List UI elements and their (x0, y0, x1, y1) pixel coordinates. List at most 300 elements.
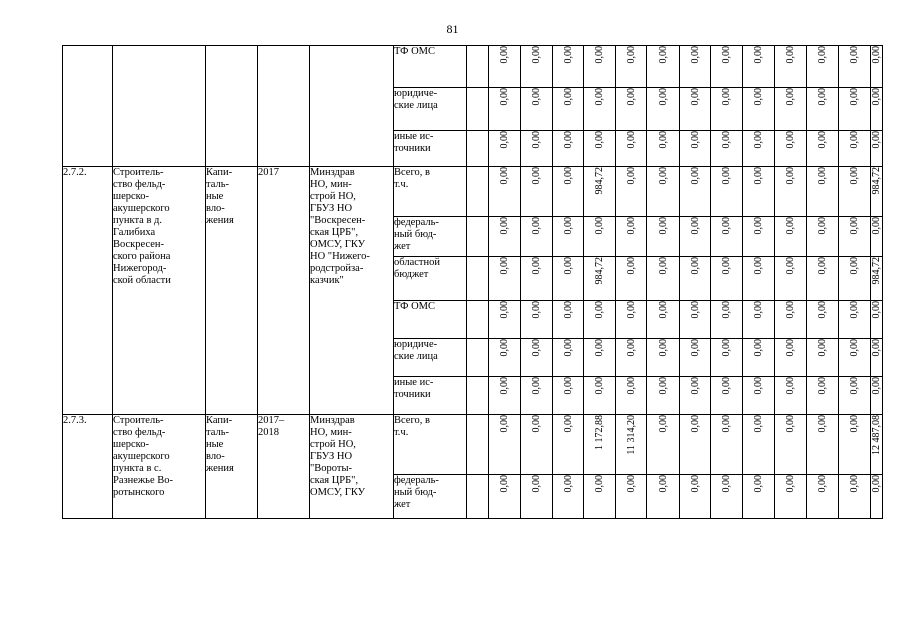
blank-cell (467, 46, 489, 88)
amount-cell (871, 46, 883, 88)
amount-value: 0,00 (531, 88, 542, 106)
amount-cell (489, 88, 521, 131)
amount-cell (807, 217, 839, 257)
amount-cell (680, 301, 711, 339)
amount-cell (711, 167, 743, 217)
item-period-cell (258, 415, 310, 519)
amount-cell (680, 475, 711, 519)
amount-cell (553, 301, 584, 339)
amount-value: 0,00 (562, 475, 574, 493)
blank-cell (467, 301, 489, 339)
text-line: шерско- (113, 191, 149, 202)
amount-value: 12 487,08 (871, 415, 882, 455)
item-name-cell (113, 167, 206, 415)
funding-source-label: жет (394, 241, 411, 252)
funding-source-label: иные ис- (394, 131, 434, 142)
amount-cell (489, 167, 521, 217)
amount-cell (775, 475, 807, 519)
funding-source-cell (394, 257, 467, 301)
amount-value: 0,00 (562, 415, 574, 433)
amount-cell (807, 257, 839, 301)
funding-source-label: ный бюд- (394, 229, 437, 240)
amount-value: 0,00 (785, 415, 796, 433)
amount-cell (711, 88, 743, 131)
funding-source-cell (394, 377, 467, 415)
amount-value: 0,00 (785, 339, 796, 357)
amount-value: 0,00 (499, 339, 510, 357)
amount-value: 0,00 (753, 167, 764, 185)
amount-value: 0,00 (817, 217, 828, 235)
funding-source-cell (394, 46, 467, 88)
amount-value: 0,00 (849, 46, 860, 64)
text-line: жения (206, 463, 234, 474)
amount-value: 0,00 (562, 88, 574, 106)
amount-value: 0,00 (849, 131, 860, 149)
text-line: ство фельд- (113, 427, 166, 438)
amount-value: 0,00 (625, 377, 637, 395)
text-line: НО, мин- (310, 427, 352, 438)
amount-cell (680, 257, 711, 301)
amount-value: 0,00 (785, 475, 796, 493)
amount-cell (680, 131, 711, 167)
amount-value: 0,00 (753, 257, 764, 275)
amount-cell (807, 377, 839, 415)
amount-cell (839, 301, 871, 339)
amount-value: 0,00 (657, 301, 669, 319)
amount-cell (871, 167, 883, 217)
amount-cell (871, 131, 883, 167)
amount-cell (680, 339, 711, 377)
amount-cell (775, 88, 807, 131)
amount-value: 0,00 (499, 301, 510, 319)
page-number: 81 (446, 22, 459, 36)
item-type (206, 167, 257, 227)
amount-value: 0,00 (625, 257, 637, 275)
amount-cell (489, 475, 521, 519)
text-line: Капи- (206, 415, 233, 426)
text-line: строй НО, (310, 439, 356, 450)
amount-value: 0,00 (785, 131, 796, 149)
amount-value: 0,00 (689, 339, 701, 357)
text-line: ской области (113, 275, 171, 286)
text-line: "Вороты- (310, 463, 353, 474)
amount-cell (616, 257, 647, 301)
funding-source-cell (394, 131, 467, 167)
amount-cell (775, 217, 807, 257)
amount-cell (839, 131, 871, 167)
amount-cell (489, 46, 521, 88)
amount-value: 0,00 (849, 415, 860, 433)
text-line: ОМСУ, ГКУ (310, 239, 366, 250)
item-number-cell (63, 167, 113, 415)
amount-value: 0,00 (849, 167, 860, 185)
text-line: НО, мин- (310, 179, 352, 190)
text-line: акушерского (113, 203, 170, 214)
amount-value: 0,00 (817, 415, 828, 433)
amount-value: 0,00 (785, 88, 796, 106)
amount-cell (807, 339, 839, 377)
amount-cell (871, 257, 883, 301)
blank-cell (467, 88, 489, 131)
amount-value: 0,00 (721, 377, 732, 395)
text-line: ные (206, 439, 224, 450)
amount-value: 0,00 (721, 167, 732, 185)
amount-value: 0,00 (499, 377, 510, 395)
amount-value: 0,00 (785, 301, 796, 319)
amount-value: 0,00 (562, 257, 574, 275)
amount-cell (839, 475, 871, 519)
amount-value: 11 314,20 (625, 415, 637, 455)
amount-cell (521, 217, 553, 257)
amount-value: 0,00 (657, 46, 669, 64)
amount-value: 0,00 (625, 88, 637, 106)
amount-value: 0,00 (817, 88, 828, 106)
amount-value: 0,00 (531, 131, 542, 149)
amount-value: 0,00 (721, 217, 732, 235)
amount-cell (775, 301, 807, 339)
amount-cell (680, 415, 711, 475)
funding-source-label: жет (394, 499, 411, 510)
amount-cell (743, 339, 775, 377)
amount-value: 0,00 (721, 415, 732, 433)
amount-value: 0,00 (721, 301, 732, 319)
amount-value: 0,00 (625, 131, 637, 149)
text-line: ротынского (113, 487, 165, 498)
amount-cell (521, 339, 553, 377)
amount-value: 0,00 (657, 415, 669, 433)
blank-cell (467, 217, 489, 257)
amount-value: 0,00 (753, 88, 764, 106)
funding-source-cell (394, 475, 467, 519)
text-line: строй НО, (310, 191, 356, 202)
funding-source-cell (394, 217, 467, 257)
amount-value: 0,00 (849, 301, 860, 319)
amount-cell (807, 475, 839, 519)
amount-cell (521, 301, 553, 339)
amount-value: 0,00 (871, 377, 882, 395)
amount-value: 0,00 (721, 475, 732, 493)
amount-cell (871, 475, 883, 519)
amount-value: 0,00 (594, 88, 605, 106)
amount-cell (553, 475, 584, 519)
amount-cell (584, 339, 616, 377)
item-type (206, 415, 257, 475)
blank-cell (467, 415, 489, 475)
text-line: ская ЦРБ", (310, 475, 359, 486)
amount-cell (584, 167, 616, 217)
amount-cell (616, 131, 647, 167)
amount-cell (680, 167, 711, 217)
amount-cell (680, 46, 711, 88)
item-number: 2.7.2. (63, 167, 87, 178)
amount-value: 0,00 (499, 257, 510, 275)
amount-cell (871, 377, 883, 415)
amount-cell (871, 217, 883, 257)
funding-source-label: областной (394, 257, 440, 268)
amount-value: 0,00 (625, 475, 637, 493)
amount-cell (711, 415, 743, 475)
amount-cell (743, 46, 775, 88)
funding-source-label: ный бюд- (394, 487, 437, 498)
amount-value: 0,00 (689, 415, 701, 433)
blank-cell (467, 131, 489, 167)
amount-value: 0,00 (689, 377, 701, 395)
amount-value: 0,00 (817, 301, 828, 319)
amount-value: 0,00 (562, 377, 574, 395)
amount-value: 0,00 (625, 301, 637, 319)
amount-value: 0,00 (531, 339, 542, 357)
amount-cell (521, 257, 553, 301)
amount-cell (489, 131, 521, 167)
amount-value: 0,00 (753, 377, 764, 395)
amount-value: 0,00 (849, 88, 860, 106)
amount-value: 0,00 (594, 475, 605, 493)
amount-value: 0,00 (871, 339, 882, 357)
amount-value: 0,00 (849, 475, 860, 493)
amount-cell (743, 257, 775, 301)
amount-cell (743, 415, 775, 475)
amount-cell (584, 46, 616, 88)
amount-value: 984,72 (594, 257, 605, 285)
amount-value: 0,00 (625, 217, 637, 235)
amount-cell (553, 415, 584, 475)
funding-source-label: точники (394, 389, 431, 400)
amount-value: 0,00 (817, 339, 828, 357)
amount-cell (616, 217, 647, 257)
amount-cell (839, 217, 871, 257)
amount-value: 0,00 (689, 257, 701, 275)
amount-cell (553, 377, 584, 415)
amount-value: 0,00 (817, 167, 828, 185)
text-line: родстройза- (310, 263, 364, 274)
amount-cell (584, 415, 616, 475)
amount-cell (711, 46, 743, 88)
amount-cell (521, 377, 553, 415)
amount-value: 0,00 (721, 131, 732, 149)
amount-value: 0,00 (817, 377, 828, 395)
budget-table (62, 45, 883, 519)
amount-value: 0,00 (849, 257, 860, 275)
item-executors-cell (310, 167, 394, 415)
amount-cell (839, 167, 871, 217)
blank-cell (467, 167, 489, 217)
funding-source-cell (394, 339, 467, 377)
amount-cell (521, 167, 553, 217)
amount-cell (839, 88, 871, 131)
amount-cell (807, 301, 839, 339)
amount-cell (584, 88, 616, 131)
amount-cell (743, 301, 775, 339)
amount-cell (871, 339, 883, 377)
amount-cell (647, 46, 680, 88)
text-line: ского района (113, 251, 171, 262)
amount-cell (584, 377, 616, 415)
item-name (113, 415, 205, 499)
amount-value: 0,00 (871, 131, 882, 149)
amount-cell (743, 167, 775, 217)
funding-source-label: бюджет (394, 269, 429, 280)
item-executors-cell (310, 415, 394, 519)
amount-value: 0,00 (849, 217, 860, 235)
amount-value: 0,00 (499, 46, 510, 64)
funding-source-cell (394, 415, 467, 475)
amount-value: 0,00 (871, 46, 882, 64)
text-line: Галибиха (113, 227, 156, 238)
text-line: Минздрав (310, 415, 355, 426)
text-line: Воскресен- (113, 239, 165, 250)
amount-value: 0,00 (499, 131, 510, 149)
funding-source-label: Всего, в (394, 415, 430, 426)
text-line: казчик" (310, 275, 344, 286)
amount-cell (647, 167, 680, 217)
amount-value: 0,00 (753, 301, 764, 319)
amount-cell (553, 131, 584, 167)
funding-source-label: ские лица (394, 351, 438, 362)
amount-cell (584, 131, 616, 167)
amount-cell (616, 88, 647, 131)
item-period (258, 415, 309, 439)
amount-value: 0,00 (531, 377, 542, 395)
amount-value: 0,00 (531, 257, 542, 275)
amount-cell (743, 217, 775, 257)
blank-cell (467, 475, 489, 519)
amount-value: 0,00 (689, 167, 701, 185)
funding-source-label: иные ис- (394, 377, 434, 388)
text-line: Минздрав (310, 167, 355, 178)
amount-value: 0,00 (657, 131, 669, 149)
amount-cell (839, 257, 871, 301)
item-executors (310, 415, 393, 499)
blank-cell (467, 257, 489, 301)
item-period (258, 167, 309, 179)
amount-cell (553, 339, 584, 377)
amount-value: 0,00 (753, 475, 764, 493)
amount-value: 0,00 (499, 88, 510, 106)
amount-value: 0,00 (562, 131, 574, 149)
blank-cell (467, 377, 489, 415)
amount-cell (711, 131, 743, 167)
item-period-cell (258, 167, 310, 415)
amount-value: 0,00 (531, 46, 542, 64)
amount-value: 0,00 (625, 167, 637, 185)
amount-value: 0,00 (562, 46, 574, 64)
funding-source-label: юридиче- (394, 339, 438, 350)
amount-cell (743, 475, 775, 519)
amount-cell (489, 377, 521, 415)
amount-cell (743, 377, 775, 415)
amount-value: 0,00 (562, 301, 574, 319)
item-name (113, 167, 205, 287)
amount-cell (775, 257, 807, 301)
amount-value: 0,00 (753, 217, 764, 235)
amount-cell (616, 46, 647, 88)
text-line: шерско- (113, 439, 149, 450)
amount-cell (807, 46, 839, 88)
amount-value: 0,00 (657, 377, 669, 395)
amount-cell (647, 415, 680, 475)
amount-cell (584, 301, 616, 339)
amount-cell (711, 257, 743, 301)
amount-value: 0,00 (753, 131, 764, 149)
amount-cell (616, 475, 647, 519)
amount-value: 0,00 (871, 475, 882, 493)
amount-cell (871, 301, 883, 339)
amount-cell (647, 301, 680, 339)
amount-value: 0,00 (753, 46, 764, 64)
item-number-cell (63, 415, 113, 519)
amount-value: 0,00 (785, 377, 796, 395)
funding-source-label: т.ч. (394, 179, 409, 190)
amount-value: 0,00 (594, 301, 605, 319)
amount-cell (521, 46, 553, 88)
amount-cell (711, 339, 743, 377)
amount-value: 0,00 (594, 339, 605, 357)
amount-value: 0,00 (625, 339, 637, 357)
amount-cell (616, 377, 647, 415)
amount-cell (711, 217, 743, 257)
amount-value: 0,00 (849, 339, 860, 357)
amount-value: 0,00 (689, 131, 701, 149)
amount-cell (743, 131, 775, 167)
text-line: НО "Нижего- (310, 251, 370, 262)
funding-source-label: точники (394, 143, 431, 154)
funding-source-label: Всего, в (394, 167, 430, 178)
amount-cell (616, 167, 647, 217)
amount-value: 0,00 (871, 301, 882, 319)
amount-cell (680, 217, 711, 257)
text-line: "Воскресен- (310, 215, 366, 226)
amount-value: 0,00 (817, 46, 828, 64)
amount-value: 0,00 (689, 475, 701, 493)
amount-value: 0,00 (721, 257, 732, 275)
amount-cell (775, 377, 807, 415)
amount-value: 0,00 (594, 217, 605, 235)
text-line: 2017– (258, 415, 285, 426)
text-line: пункта в с. (113, 463, 162, 474)
item-type-cell (206, 46, 258, 167)
amount-value: 0,00 (531, 415, 542, 433)
funding-source-label: ТФ ОМС (394, 46, 436, 57)
item-type-cell (206, 415, 258, 519)
text-line: Строитель- (113, 167, 164, 178)
text-line: Строитель- (113, 415, 164, 426)
amount-value: 0,00 (871, 217, 882, 235)
amount-cell (647, 217, 680, 257)
amount-value: 0,00 (817, 257, 828, 275)
amount-cell (839, 415, 871, 475)
amount-cell (647, 475, 680, 519)
amount-value: 0,00 (499, 167, 510, 185)
amount-value: 0,00 (531, 301, 542, 319)
text-line: вло- (206, 451, 225, 462)
amount-value: 0,00 (657, 257, 669, 275)
amount-cell (489, 339, 521, 377)
amount-value: 0,00 (721, 88, 732, 106)
text-line: ГБУЗ НО (310, 451, 353, 462)
amount-cell (775, 415, 807, 475)
amount-cell (839, 377, 871, 415)
amount-value: 0,00 (689, 46, 701, 64)
amount-cell (775, 339, 807, 377)
amount-cell (584, 475, 616, 519)
amount-value: 0,00 (689, 88, 701, 106)
amount-cell (647, 257, 680, 301)
amount-cell (680, 377, 711, 415)
amount-value: 984,72 (871, 257, 882, 285)
amount-value: 0,00 (499, 415, 510, 433)
amount-cell (807, 88, 839, 131)
text-line: Капи- (206, 167, 233, 178)
